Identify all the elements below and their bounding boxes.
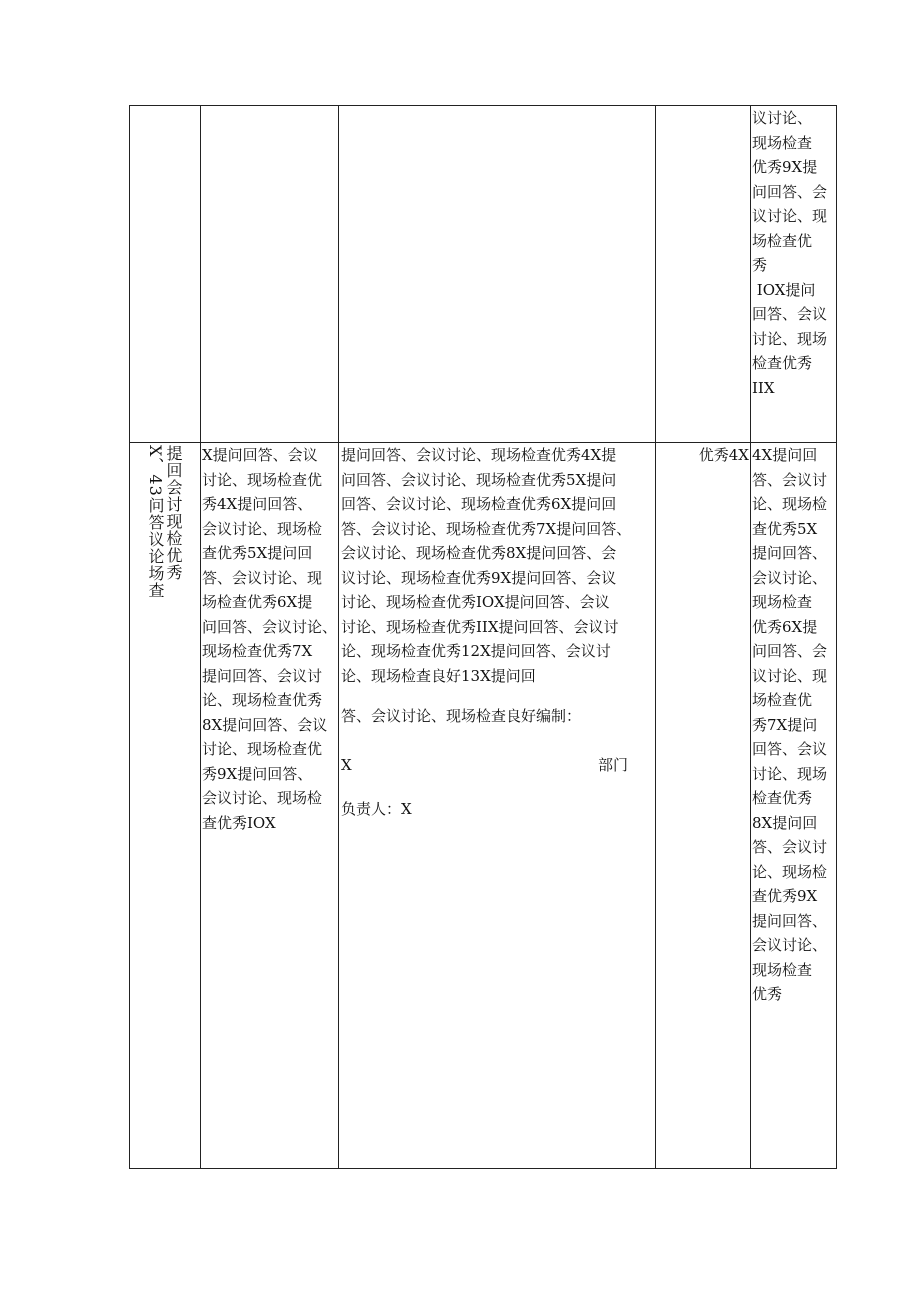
text-line: 提问回答、会议讨 — [202, 666, 323, 685]
text-line: 议讨论、现 — [752, 207, 828, 225]
text-line: 论、现场检查优秀 — [202, 691, 323, 709]
text-line: 会议讨论、 — [752, 568, 828, 587]
text-line: 会议讨论、现场检查优秀8X提问回答、会 — [341, 544, 617, 562]
row2-col5-cell — [751, 443, 837, 1169]
text-line: 优秀 — [752, 985, 783, 1003]
text-line: 秀 — [752, 256, 768, 274]
text-line: 讨论、现场 — [752, 764, 828, 783]
text-line: IOX提问 — [752, 280, 816, 299]
text-line: 论、现场检 — [752, 862, 828, 881]
row2-col4-cell — [656, 443, 751, 1169]
text-line: 现场检查 — [752, 593, 813, 611]
text-line: 场检查优 — [752, 231, 813, 250]
text-line: 会议讨论、现场检 — [202, 519, 323, 538]
spacer — [341, 688, 654, 704]
grade-text: 优秀4X — [698, 446, 749, 464]
text-line: 优秀6X提 — [752, 617, 818, 636]
responsible-label: 负责人：X — [341, 800, 412, 818]
text-line: 议讨论、 — [752, 109, 813, 127]
text-line: 答、会议讨论、现场检查良好编制： — [341, 707, 582, 725]
text-line: 检查优秀 — [752, 354, 813, 372]
text-line: 8X提问回 — [752, 813, 818, 832]
row2-col3-text — [339, 443, 655, 822]
text-line: 秀4X提问回答、 — [202, 495, 313, 513]
text-line: 议讨论、现场检查优秀9X提问回答、会议 — [341, 568, 617, 587]
x-mark: X — [341, 755, 352, 774]
text-line: 现场检查 — [752, 133, 813, 152]
row1-col5-cell — [751, 106, 837, 443]
row2-col2-text — [201, 443, 338, 835]
text-line: 问回答、会 — [752, 182, 828, 201]
text-line: 答、会议讨论、现场检查优秀7X提问回答、 — [341, 519, 632, 538]
text-line: 优秀9X提 — [752, 158, 818, 176]
text-line: 8X提问回答、会议 — [202, 715, 328, 734]
text-line: 查优秀9X — [752, 887, 818, 905]
text-line: 问回答、会 — [752, 642, 828, 660]
text-line: 提问回答、 — [752, 544, 828, 562]
text-line: 4X提问回 — [752, 446, 818, 464]
text-line: 查优秀5X — [752, 519, 818, 538]
text-line: 讨论、现场检查优秀IIX提问回答、会议讨 — [341, 617, 619, 636]
text-line: 提问回答、 — [752, 911, 828, 930]
vertical-label-secondary: X、43问答议论场查 — [146, 445, 165, 599]
table-row — [130, 106, 837, 443]
text-line: 议讨论、现 — [752, 666, 828, 685]
dept-line — [341, 753, 654, 778]
text-line: 场检查优 — [752, 691, 813, 709]
text-line: 查优秀IOX — [202, 813, 276, 832]
row2-col2-cell — [201, 443, 339, 1169]
text-line: 讨论、现场检查优 — [202, 470, 323, 489]
row2-col3-cell — [339, 443, 656, 1169]
text-line: 秀7X提问 — [752, 715, 818, 734]
row2-col5-text — [751, 443, 836, 1007]
text-line: 答、会议讨 — [752, 470, 828, 489]
text-line: 讨论、现场检查优 — [202, 740, 323, 758]
text-line: 提问回答、会议讨论、现场检查优秀4X提 — [341, 446, 617, 464]
document-table — [129, 105, 837, 1169]
text-line: IIX — [752, 378, 775, 397]
row1-col1-cell — [130, 106, 201, 443]
row1-col3-cell — [339, 106, 656, 443]
row1-col5-text — [751, 106, 836, 400]
text-line: 问回答、会议讨论、现场检查优秀5X提问 — [341, 470, 617, 489]
text-line: 查优秀5X提问回 — [202, 544, 313, 562]
text-line: 论、现场检查优秀12X提问回答、会议讨 — [341, 642, 611, 660]
text-line: 回答、会议讨论、现场检查优秀6X提问回 — [341, 495, 617, 513]
text-line: 检查优秀 — [752, 789, 813, 807]
dept-label: 部门 — [597, 755, 628, 774]
text-line: 论、现场检 — [752, 495, 828, 513]
text-line: 回答、会议 — [752, 740, 828, 758]
text-line: 回答、会议 — [752, 305, 828, 323]
text-line: 答、会议讨 — [752, 838, 828, 856]
text-line: 论、现场检查良好13X提问回 — [341, 666, 536, 685]
text-line: 讨论、现场 — [752, 329, 828, 348]
text-line: X提问回答、会议 — [202, 446, 318, 464]
table-row — [130, 443, 837, 1169]
text-line: 答、会议讨论、现 — [202, 568, 323, 587]
text-line: 问回答、会议讨论、 — [202, 617, 338, 636]
row2-col1-cell — [130, 443, 201, 1169]
text-line: 秀9X提问回答、 — [202, 764, 313, 783]
text-line: 讨论、现场检查优秀IOX提问回答、会议 — [341, 593, 610, 611]
row1-col4-cell — [656, 106, 751, 443]
row1-col2-cell — [201, 106, 339, 443]
text-line: 场检查优秀6X提 — [202, 593, 313, 611]
text-line: 会议讨论、 — [752, 936, 828, 954]
text-line: 现场检查 — [752, 960, 813, 979]
text-line: 会议讨论、现场检 — [202, 789, 323, 807]
vertical-label-primary: 提回会讨现检优秀 — [164, 445, 183, 581]
text-line: 现场检查优秀7X — [202, 642, 313, 660]
